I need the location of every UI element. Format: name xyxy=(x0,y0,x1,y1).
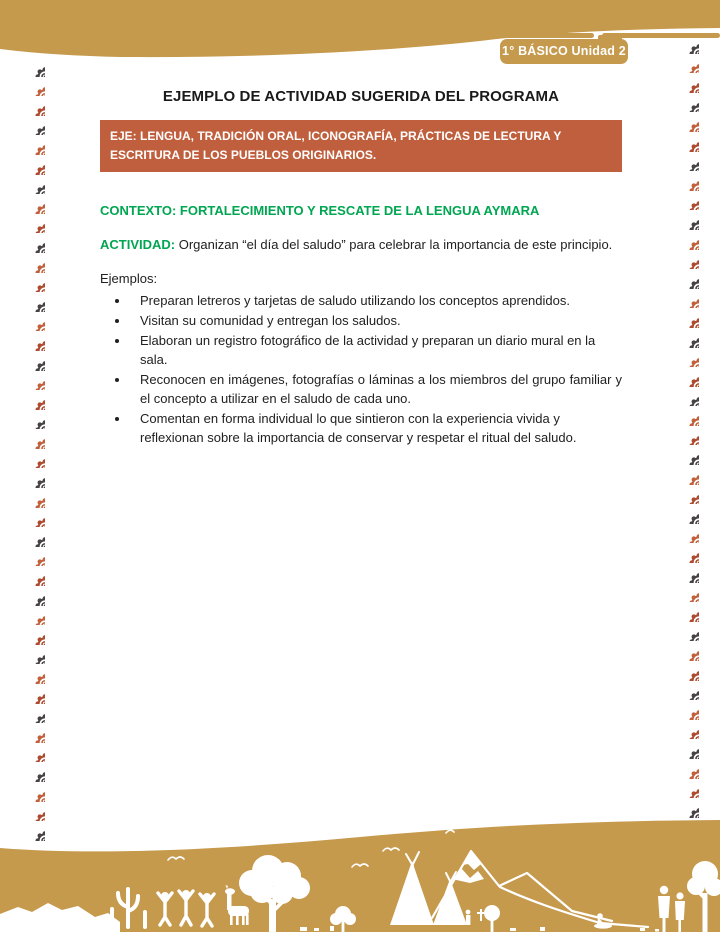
gear-motif-icon xyxy=(679,308,699,328)
gear-motif-icon xyxy=(25,449,45,469)
gear-motif-icon xyxy=(25,214,45,234)
gear-motif-icon xyxy=(679,289,699,309)
right-border-ornament xyxy=(679,34,699,818)
gear-motif-icon xyxy=(679,700,699,720)
gear-motif-icon xyxy=(679,798,699,818)
gear-motif-icon xyxy=(679,779,699,799)
gear-motif-icon xyxy=(679,328,699,348)
gear-motif-icon xyxy=(679,563,699,583)
gear-motif-icon xyxy=(679,543,699,563)
gear-motif-icon xyxy=(25,527,45,547)
gear-motif-icon xyxy=(25,625,45,645)
ejemplo-bullet-item: • Comentan en forma individual lo que sintieron con la experiencia vivida y reflexionan sobre la importancia de conservar y respetar el ritual del saludo. xyxy=(130,409,622,447)
gear-motif-icon xyxy=(25,645,45,665)
gear-motif-icon xyxy=(25,233,45,253)
gear-motif-icon xyxy=(25,566,45,586)
gear-motif-icon xyxy=(25,410,45,430)
actividad-line xyxy=(100,237,622,252)
gear-motif-icon xyxy=(679,759,699,779)
gear-motif-icon xyxy=(679,73,699,93)
gear-motif-icon xyxy=(25,468,45,488)
gear-motif-icon xyxy=(25,704,45,724)
gear-motif-icon xyxy=(679,152,699,172)
gear-motif-icon xyxy=(25,429,45,449)
gear-motif-icon xyxy=(25,116,45,136)
gear-motif-icon xyxy=(679,34,699,54)
gear-motif-icon xyxy=(25,77,45,97)
contexto-heading: CONTEXTO: FORTALECIMIENTO Y RESCATE DE LA LENGUA AYMARA xyxy=(100,203,540,219)
gear-motif-icon xyxy=(25,96,45,116)
gear-motif-icon xyxy=(679,504,699,524)
actividad-text: Organizan “el día del saludo” para celebrar la importancia de este principio. xyxy=(175,237,613,253)
gear-motif-icon xyxy=(25,292,45,312)
gear-motif-icon xyxy=(679,465,699,485)
gear-motif-icon xyxy=(679,112,699,132)
gear-motif-icon xyxy=(679,681,699,701)
gear-motif-icon xyxy=(25,135,45,155)
gear-motif-icon xyxy=(679,739,699,759)
ejemplo-bullet-item: • Reconocen en imágenes, fotografías o láminas a los miembros del grupo familiar y el concepto a utilizar en el saludo de cada uno. xyxy=(130,370,622,408)
actividad-label: ACTIVIDAD: xyxy=(100,237,176,253)
bottom-illustration-band xyxy=(0,817,720,932)
gear-motif-icon xyxy=(679,54,699,74)
gear-motif-icon xyxy=(25,351,45,371)
eje-banner: EJE: LENGUA, TRADICIÓN ORAL, ICONOGRAFÍA, PRÁCTICAS DE LECTURA Y ESCRITURA DE LOS PUEBLOS ORIGINARIOS. xyxy=(100,120,622,172)
gear-motif-icon xyxy=(25,586,45,606)
gear-motif-icon xyxy=(679,191,699,211)
gear-motif-icon xyxy=(679,485,699,505)
gear-motif-icon xyxy=(679,445,699,465)
gear-motif-icon xyxy=(679,622,699,642)
gear-motif-icon xyxy=(679,387,699,407)
gear-motif-icon xyxy=(679,171,699,191)
gear-motif-icon xyxy=(25,762,45,782)
unit-badge: 1° BÁSICO Unidad 2 xyxy=(500,39,628,64)
ejemplos-bullet-list xyxy=(100,291,622,447)
left-border-ornament xyxy=(25,57,45,841)
gear-motif-icon xyxy=(679,602,699,622)
gear-motif-icon xyxy=(25,508,45,528)
gear-motif-icon xyxy=(679,661,699,681)
gear-motif-icon xyxy=(25,371,45,391)
gear-motif-icon xyxy=(25,684,45,704)
gear-motif-icon xyxy=(25,253,45,273)
gear-motif-icon xyxy=(25,606,45,626)
gear-motif-icon xyxy=(25,175,45,195)
gear-motif-icon xyxy=(25,331,45,351)
gear-motif-icon xyxy=(679,348,699,368)
ejemplo-bullet-item: • Visitan su comunidad y entregan los saludos. xyxy=(130,311,622,330)
gear-motif-icon xyxy=(679,524,699,544)
gear-motif-icon xyxy=(25,194,45,214)
gear-motif-icon xyxy=(679,367,699,387)
gear-motif-icon xyxy=(25,664,45,684)
gear-motif-icon xyxy=(25,273,45,293)
gear-motif-icon xyxy=(25,57,45,77)
gear-motif-icon xyxy=(25,547,45,567)
gear-motif-icon xyxy=(25,782,45,802)
gear-motif-icon xyxy=(25,743,45,763)
gear-motif-icon xyxy=(679,583,699,603)
gear-motif-icon xyxy=(679,132,699,152)
ejemplos-label: Ejemplos: xyxy=(100,271,158,287)
gear-motif-icon xyxy=(679,250,699,270)
gear-motif-icon xyxy=(679,269,699,289)
ejemplo-bullet-item: • Elaboran un registro fotográfico de la actividad y preparan un diario mural en la sala. xyxy=(130,331,622,369)
gear-motif-icon xyxy=(25,723,45,743)
document-content xyxy=(100,88,622,448)
gear-motif-icon xyxy=(679,230,699,250)
gear-motif-icon xyxy=(679,406,699,426)
gear-motif-icon xyxy=(679,426,699,446)
gear-motif-icon xyxy=(25,488,45,508)
gear-motif-icon xyxy=(679,93,699,113)
gear-motif-icon xyxy=(25,155,45,175)
gear-motif-icon xyxy=(679,210,699,230)
gear-motif-icon xyxy=(25,390,45,410)
ejemplo-bullet-item: • Preparan letreros y tarjetas de saludo utilizando los conceptos aprendidos. xyxy=(130,291,622,310)
page-title: EJEMPLO DE ACTIVIDAD SUGERIDA DEL PROGRAMA xyxy=(162,88,560,105)
gear-motif-icon xyxy=(679,641,699,661)
gear-motif-icon xyxy=(25,312,45,332)
gear-motif-icon xyxy=(679,720,699,740)
